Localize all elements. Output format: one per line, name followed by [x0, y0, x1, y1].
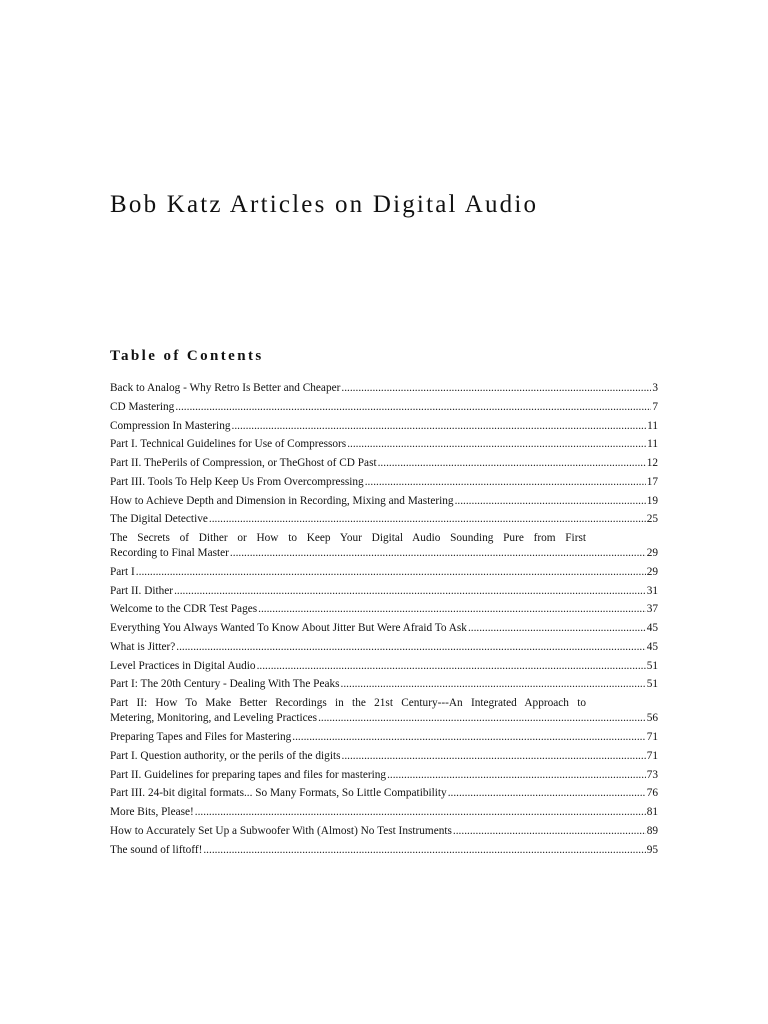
toc-entry[interactable] [110, 768, 658, 783]
dot-leader [453, 824, 646, 839]
toc-entry[interactable] [110, 621, 658, 636]
toc-entry[interactable] [110, 419, 658, 434]
dot-leader [341, 677, 646, 692]
toc-entry-title: Part II. ThePerils of Compression, or TheGhost of CD Past [110, 457, 377, 469]
dot-leader [448, 786, 646, 801]
toc-entry-line [110, 786, 658, 801]
dot-leader [257, 659, 646, 674]
toc-entry[interactable] [110, 659, 658, 674]
toc-entry-line [110, 400, 658, 415]
toc-entry-title: How to Accurately Set Up a Subwoofer With (Almost) No Test Instruments [110, 824, 452, 837]
toc-entry[interactable] [110, 640, 658, 655]
toc-entry-title-line1: Part II: How To Make Better Recordings in the 21st Century---An Integrated Approach to [110, 697, 586, 710]
toc-entry-page-number: 51 [646, 678, 658, 691]
toc-entry-page-number: 73 [646, 768, 658, 781]
dot-leader [378, 456, 646, 471]
dot-leader [195, 805, 646, 820]
dot-leader [258, 602, 646, 617]
toc-entry-title-line1: The Secrets of Dither or How to Keep Your Digital Audio Sounding Pure from First [110, 532, 586, 544]
dot-leader [387, 768, 646, 783]
toc-entry-title: Part I [110, 565, 135, 578]
toc-entry-page-number: 19 [646, 494, 658, 507]
toc-entry[interactable] [110, 494, 658, 509]
toc-entry[interactable] [110, 786, 658, 801]
toc-entry-title: CD Mastering [110, 400, 175, 413]
toc-entry-title: Recording to Final Master [110, 547, 229, 560]
toc-entry-page-number: 89 [646, 824, 658, 837]
toc-entry-page-number: 45 [646, 622, 658, 635]
toc-entry-line [110, 640, 658, 655]
toc-entry-line [110, 805, 658, 820]
dot-leader [365, 475, 646, 490]
toc-entry-title: Level Practices in Digital Audio [110, 659, 256, 672]
toc-entry[interactable] [110, 475, 658, 490]
toc-entry-page-number: 25 [646, 513, 658, 526]
toc-entry[interactable] [110, 696, 658, 726]
toc-entry-title: Welcome to the CDR Test Pages [110, 603, 258, 616]
toc-entry-line [110, 456, 658, 471]
toc-entry-page-number: 11 [647, 438, 658, 451]
toc-entry[interactable] [110, 602, 658, 617]
toc-entry-line [110, 437, 658, 452]
toc-entry[interactable] [110, 677, 658, 692]
dot-leader [176, 640, 645, 655]
dot-leader [203, 843, 645, 858]
toc-entry-page-number: 29 [646, 565, 658, 578]
dot-leader [136, 565, 646, 580]
toc-entry-line [110, 494, 658, 509]
dot-leader [175, 400, 651, 415]
toc-entry-page-number: 7 [652, 400, 658, 413]
toc-entry-line [110, 711, 658, 726]
table-of-contents [110, 381, 658, 861]
toc-entry-title: The Digital Detective [110, 513, 208, 526]
toc-entry-line [110, 584, 658, 599]
dot-leader [232, 419, 647, 434]
toc-entry-title: More Bits, Please! [110, 806, 194, 819]
toc-entry-title: Part I: The 20th Century - Dealing With The Peaks [110, 678, 340, 691]
toc-entry-line [110, 768, 658, 783]
toc-entry-page-number: 11 [647, 419, 658, 432]
toc-entry-page-number: 81 [646, 806, 658, 819]
dot-leader [318, 711, 646, 726]
toc-entry-line [110, 512, 658, 527]
toc-entry[interactable] [110, 400, 658, 415]
toc-entry-page-number: 71 [646, 749, 658, 762]
toc-entry[interactable] [110, 584, 658, 599]
toc-entry-title: Part I. Technical Guidelines for Use of Compressors [110, 438, 347, 451]
toc-entry-page-number: 71 [646, 731, 658, 744]
toc-entry-title: What is Jitter? [110, 640, 176, 653]
toc-entry-title: Part II. Dither [110, 584, 174, 597]
toc-entry-title: Metering, Monitoring, and Leveling Practices [110, 712, 318, 725]
dot-leader [468, 621, 646, 636]
toc-entry-line [110, 602, 658, 617]
toc-entry-page-number: 12 [646, 457, 658, 469]
toc-entry-title: Preparing Tapes and Files for Mastering [110, 731, 292, 744]
toc-entry-line [110, 843, 658, 858]
dot-leader [341, 381, 651, 396]
toc-entry[interactable] [110, 843, 658, 858]
toc-entry-title: Part III. 24-bit digital formats... So Many Formats, So Little Compatibility [110, 787, 447, 800]
toc-entry-title: Part III. Tools To Help Keep Us From Overcompressing [110, 475, 364, 488]
toc-entry-page-number: 95 [646, 843, 658, 856]
toc-entry-line [110, 475, 658, 490]
toc-entry-page-number: 37 [646, 603, 658, 616]
toc-entry-line [110, 659, 658, 674]
toc-entry-page-number: 3 [652, 382, 658, 394]
toc-entry-page-number: 51 [646, 659, 658, 672]
toc-entry[interactable] [110, 531, 658, 561]
toc-entry-page-number: 29 [646, 547, 658, 560]
toc-entry-page-number: 17 [646, 475, 658, 488]
dot-leader [292, 730, 645, 745]
toc-entry-title: Compression In Mastering [110, 419, 231, 432]
toc-entry-line [110, 546, 658, 561]
toc-entry[interactable] [110, 456, 658, 471]
dot-leader [209, 512, 646, 527]
toc-entry-title: Part II. Guidelines for preparing tapes and files for mastering [110, 768, 387, 781]
toc-entry-line [110, 621, 658, 636]
toc-entry-line [110, 381, 658, 396]
toc-entry-line [110, 677, 658, 692]
toc-entry[interactable] [110, 512, 658, 527]
document-title: Bob Katz Articles on Digital Audio [110, 191, 539, 218]
toc-entry-line [110, 749, 658, 764]
toc-entry[interactable] [110, 749, 658, 764]
toc-entry-title: Everything You Always Wanted To Know About Jitter But Were Afraid To Ask [110, 622, 467, 635]
toc-entry-title: Part I. Question authority, or the perils of the digits [110, 749, 341, 762]
dot-leader [455, 494, 646, 509]
toc-entry-page-number: 45 [646, 640, 658, 653]
toc-entry[interactable] [110, 381, 658, 396]
toc-entry-page-number: 76 [646, 787, 658, 800]
dot-leader [347, 437, 646, 452]
toc-entry-title: The sound of liftoff! [110, 843, 203, 856]
toc-entry-title: Back to Analog - Why Retro Is Better and Cheaper [110, 382, 341, 394]
toc-entry-line [110, 730, 658, 745]
toc-heading: Table of Contents [110, 348, 264, 364]
toc-entry[interactable] [110, 437, 658, 452]
dot-leader [174, 584, 646, 599]
toc-entry[interactable] [110, 805, 658, 820]
toc-entry-page-number: 56 [646, 712, 658, 725]
toc-entry[interactable] [110, 824, 658, 839]
dot-leader [342, 749, 646, 764]
dot-leader [230, 546, 646, 561]
toc-entry[interactable] [110, 565, 658, 580]
toc-entry-page-number: 31 [646, 584, 658, 597]
toc-entry-line [110, 419, 658, 434]
toc-entry-title: How to Achieve Depth and Dimension in Recording, Mixing and Mastering [110, 494, 454, 507]
toc-entry[interactable] [110, 730, 658, 745]
toc-entry-line [110, 565, 658, 580]
toc-entry-line [110, 824, 658, 839]
